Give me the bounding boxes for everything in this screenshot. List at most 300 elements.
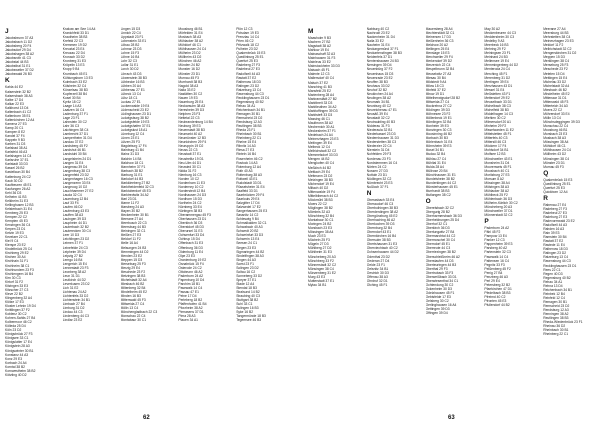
index-entry: Stralsund 14 B2 <box>236 290 260 295</box>
index-entry: Kaltenbach 41 C2 <box>5 109 32 114</box>
index-entry: Pasewalk 14 C4 <box>484 254 509 259</box>
index-entry: Meerbeck 16 B3 <box>484 43 509 48</box>
index-entry: Offenburg 36 D3 <box>178 245 203 250</box>
index-entry: Oberhausen 23 D1 <box>178 217 207 222</box>
index-entry: Mühldorf 46 C1 <box>178 43 201 48</box>
index-entry: Mildstedt 9 A4 <box>425 79 447 84</box>
index-entry: Langelsheim 24 D1 <box>62 156 92 161</box>
index-entry: Neuffen 38 B3 <box>366 79 388 84</box>
index-entry: Mittweida 27 C4 <box>120 302 145 307</box>
index-entry: Ochsenfurt 33 D4 <box>178 233 205 238</box>
index-entry: Oberthal 29 F3 <box>425 266 448 271</box>
index-entry: Lauda 32 C4 <box>62 192 82 197</box>
index-entry: Nienburg 16 C3 <box>178 172 202 177</box>
index-entry: Moosbach 40 C1 <box>484 168 510 173</box>
index-entry: Moosburg 46 B1 <box>178 27 203 31</box>
index-entry: Pritzwalk 18 C2 <box>236 43 260 48</box>
index-entry: Saarbrücken 29 F4 <box>236 192 265 197</box>
index-entry: Ketzin 19 E3 <box>5 231 24 236</box>
index-entry: Oebisfelde 17 E3 <box>425 295 451 299</box>
index-entry: Murrhardt 38 B3 <box>425 188 450 193</box>
index-entry: Laufen 46 D2 <box>62 205 83 210</box>
index-entry: Sigmaringen 44 B2 <box>236 249 265 254</box>
index-entry: Rastede 11 E4 <box>543 243 565 248</box>
index-entry: Mehrstetten 38 C4 <box>543 35 571 40</box>
index-entry: Sindelfingen 38 A3 <box>236 253 264 258</box>
index-entry: Möglingen 38 B2 <box>308 205 333 210</box>
index-entry: Königslutter 17 E4 <box>5 340 32 345</box>
index-entry: Ludwigsburg 38 B2 <box>120 116 149 121</box>
index-entry: Nottuln 23 D1 <box>366 172 387 177</box>
index-entry: Löhne 16 B4 <box>120 55 140 60</box>
index-entry: Mölln 13 C4 <box>543 116 561 121</box>
index-entry: Lambrecht 37 D1 <box>62 132 89 137</box>
index-entry: Neumark 34 B1 <box>366 99 390 104</box>
index-entry: Obersulm 38 B3 <box>366 238 391 243</box>
index-entry: Korbach 24 A4 <box>5 360 27 365</box>
index-entry: Ludwigshafen 37 E1 <box>120 124 151 129</box>
index-entry: Schwabach 40 A3 <box>236 225 263 230</box>
index-entry: Kronach 33 D2 <box>62 55 85 60</box>
index-entry: Rinteln 16 B4 <box>236 152 256 157</box>
index-entry: Marktoberdorf 45 E3 <box>120 188 151 193</box>
index-entry: Paderborn 24 A2 <box>484 226 510 231</box>
index-entry: Müncheberg 20 A3 <box>484 205 513 210</box>
index-entry: Pfullendorf 44 B2 <box>484 303 510 308</box>
index-entry: Minfeld 37 E2 <box>425 87 446 92</box>
index-entry: Lüdenscheid 23 E2 <box>120 107 149 112</box>
index-entry: Kitzingen 33 E3 <box>5 283 29 288</box>
index-entry: Mühlacker 38 A2 <box>178 39 203 44</box>
index-entry: Neunkirchen 29 F4 <box>178 140 207 145</box>
index-entry: Mettmann 23 D2 <box>308 173 333 178</box>
index-entry: Mömlingen 32 B4 <box>425 120 452 125</box>
index-entry: Leverkusen 23 D2 <box>62 281 90 286</box>
index-entry: Mainhausen 31 F3 <box>308 56 336 61</box>
index-entry: Syke 16 B2 <box>236 310 254 315</box>
index-entry: Salzgitter 17 D4 <box>236 201 260 206</box>
index-entry: Neustrelitz 19 D1 <box>178 156 204 161</box>
index-entry: Neuenhaus 15 D3 <box>366 71 394 76</box>
index-entry: Neuenbürg 37 F2 <box>366 67 393 72</box>
index-entry: Kindelbrück 25 C4 <box>5 247 32 252</box>
index-entry: München 46 A2 <box>178 59 202 64</box>
index-entry: Mudau 32 B4 <box>425 152 446 157</box>
index-entry: Jakobsthal 31 E1 <box>5 64 31 69</box>
index-entry: Middelhagen 14 C3 <box>484 111 513 116</box>
index-entry: Oberhof 32 C1 <box>425 222 448 227</box>
index-entry: Mühldorf 46 C1 <box>543 144 566 149</box>
index-entry: Mühlheim 31 E3 <box>308 250 332 255</box>
index-entry: Rendsburg 12 A3 <box>236 120 262 125</box>
index-entry: Marktheidenfeld 32 C3 <box>120 184 154 189</box>
index-entry: Nümbrecht 23 E3 <box>366 180 393 185</box>
index-entry: Odenthal 23 D2 <box>366 254 390 259</box>
index-entry: Königstein 28 A3 <box>5 344 30 349</box>
index-entry: Leipzig 27 B2 <box>62 253 83 258</box>
index-entry: Münchhausen 31 E1 <box>425 172 456 177</box>
index-entry: Michelau 33 D2 <box>543 79 567 84</box>
index-entry: Kitzscher 27 C3 <box>5 287 29 292</box>
index-entry: Meiningen 32 C1 <box>120 229 146 234</box>
index-entry: Metzingen 38 B3 <box>120 273 146 278</box>
index-entry: Pähl 45 F2 <box>484 230 501 235</box>
index-entry: Lörrach 43 D3 <box>120 71 142 76</box>
index-entry: Limburg 31 D2 <box>62 306 85 311</box>
index-entry: Oberkochen 39 D3 <box>366 222 395 227</box>
index-entry: Kupferzell 38 B4 <box>62 91 87 96</box>
index-entry: Möhrendorf 33 E4 <box>543 111 570 116</box>
index-entry: Michelfeld 38 B3 <box>484 107 509 112</box>
index-entry: Kolbermoor 46 C2 <box>5 320 32 325</box>
index-entry: Königsee 33 C1 <box>5 336 29 341</box>
index-entry: Radolfzell 44 A3 <box>236 71 261 76</box>
index-entry: Kiel 9 C4 <box>5 239 19 244</box>
index-page-left <box>5 0 290 429</box>
index-entry: Münster 23 D1 <box>543 160 565 165</box>
index-entry: Luckau 27 E1 <box>120 99 141 104</box>
index-entry: Oberviechtach 40 C2 <box>366 246 398 251</box>
index-entry: Kaisersbach 38 A3 <box>5 93 33 98</box>
index-entry: Mechernich 30 A1 <box>308 125 335 130</box>
index-entry: Oldenburg 11 E4 <box>178 249 204 254</box>
index-entry: Nabburg 40 C2 <box>366 27 390 31</box>
index-entry: Lauchhammer 27 E2 <box>62 188 94 193</box>
index-entry: Mühlenbach 36 D3 <box>484 196 513 201</box>
index-entry: Mörnsheim 39 E3 <box>425 144 452 149</box>
index-entry: Mühlacker 38 A2 <box>484 188 509 193</box>
index-entry: Neukirchen 24 A4 <box>366 91 393 96</box>
index-entry: Tegernsee 46 B3 <box>236 318 262 323</box>
page-number-left: 62 <box>143 415 150 421</box>
index-entry: Malchow 18 C1 <box>120 160 144 165</box>
index-entry: Katlenburg 24 C2 <box>5 174 31 179</box>
index-entry: Pforzheim 38 A2 <box>178 306 203 311</box>
index-entry: Oberweißbach 33 D1 <box>425 274 457 279</box>
index-entry: Offenbach 31 E3 <box>178 241 204 246</box>
index-entry: Klingenberg 32 A4 <box>5 295 32 300</box>
index-entry: Lüdinghausen 23 D1 <box>120 111 152 116</box>
index-entry: Markdorf 44 B3 <box>120 176 144 181</box>
index-entry: Ratingen 23 D2 <box>543 251 567 256</box>
index-entry: Mühlbeck 25 F2 <box>484 192 508 197</box>
index-entry: Ohrdruf 32 D1 <box>366 278 388 283</box>
index-entry: Mülheim-Kärlich 30 C2 <box>484 201 518 206</box>
index-entry: Michendorf 19 E4 <box>308 181 334 186</box>
index-entry: Landstuhl 30 B4 <box>62 152 87 157</box>
index-entry: Naila 33 E2 <box>366 39 384 44</box>
index-entry: Merzenich 22 C4 <box>425 63 451 68</box>
index-entry: Kappeln 9 B3 <box>5 138 25 143</box>
index-entry: Nüdlingen 32 C2 <box>366 176 392 181</box>
index-entry: Oestrich 30 D3 <box>366 270 389 275</box>
index-entry: Lippstadt 23 F1 <box>120 35 144 40</box>
index-entry: Radebeul 27 E3 <box>236 67 260 72</box>
index-entry: Laupheim 44 D1 <box>62 221 87 226</box>
index-entry: Miesau 30 B4 <box>425 75 446 80</box>
index-entry: Mömbris 32 A3 <box>308 210 330 215</box>
index-entry: Parchim 18 B1 <box>178 281 201 286</box>
index-entry: Mittenaar 31 D1 <box>543 95 567 100</box>
index-entry: Leimen 37 F1 <box>62 241 83 246</box>
index-entry: Moosinning 46 B2 <box>425 132 452 137</box>
index-entry: Kremmen 19 D2 <box>62 43 87 48</box>
index-entry: Marienberg 28 A4 <box>308 92 335 97</box>
index-entry: Meppen 15 D3 <box>120 257 143 262</box>
index-entry: Meinerzhagen 23 E3 <box>543 39 574 44</box>
index-entry: Nagold 38 A3 <box>178 83 199 88</box>
index-entry: Nordhausen 24 D3 <box>178 192 207 197</box>
index-entry: Möckmühl 38 B3 <box>308 197 333 202</box>
page-number-right: 63 <box>448 415 455 421</box>
index-entry: Lübz 18 C1 <box>120 95 138 100</box>
index-entry: Pattensen 16 C4 <box>484 258 509 263</box>
index-entry: Kaiserstein 32 B2 <box>5 89 31 94</box>
index-entry: Münsingen 38 C4 <box>308 266 334 271</box>
index-entry: Kreuztal 23 E4 <box>62 47 85 52</box>
index-section-letter: K <box>5 77 10 85</box>
index-entry: Meuselbach 33 D1 <box>484 99 512 104</box>
index-entry: Prenzlau 14 C4 <box>236 35 259 40</box>
index-entry: Mansfeld 25 E2 <box>308 88 331 93</box>
index-entry: Kohren-Sahlis 27 B4 <box>5 316 36 321</box>
index-entry: Külsheim 32 C4 <box>62 83 87 88</box>
index-entry: Rain 39 E3 <box>543 231 560 236</box>
index-entry: Sangerhausen 25 E3 <box>236 209 268 214</box>
index-entry: Nohfelden 29 F3 <box>366 152 392 157</box>
index-entry: Peine 17 D4 <box>178 294 197 299</box>
index-entry: Mellensee 19 E4 <box>484 59 509 64</box>
index-entry: Reichenbach 34 B1 <box>236 107 265 112</box>
index-entry: Langen 31 E4 <box>62 160 84 165</box>
index-entry: Kropp 9 B4 <box>62 67 80 72</box>
index-entry: Meerbusch 22 C3 <box>120 221 147 226</box>
index-entry: Mönchengladbach 22 C3 <box>120 310 158 315</box>
index-entry: Neuhof 32 B2 <box>366 87 387 92</box>
index-entry: Lohr 32 C3 <box>120 59 137 64</box>
index-entry: Prien 46 C2 <box>236 39 254 44</box>
index-entry: Oberwiesenthal 34 C1 <box>425 278 459 283</box>
index-entry: Meinersen 17 D3 <box>425 35 451 40</box>
index-entry: Neumünster 12 B3 <box>178 136 206 141</box>
index-entry: Möhnesee 23 F2 <box>425 111 451 116</box>
index-entry: Recklinghausen 23 D1 <box>543 263 577 268</box>
index-entry: Schmalkalden 32 C1 <box>236 221 267 226</box>
index-entry: Rheda 23 F1 <box>236 128 256 133</box>
index-entry: Möckern 17 F4 <box>484 144 507 149</box>
index-entry: Pirna 28 A3 <box>178 314 196 319</box>
index-entry: Lübeck 13 C4 <box>120 91 141 96</box>
index-entry: Plauen 34 A1 <box>178 318 199 323</box>
index-entry: Jakobshagen 38 A2 <box>5 52 34 57</box>
index-entry: Kleve 22 B2 <box>5 291 23 296</box>
index-entry: Mayen 30 B2 <box>120 209 141 214</box>
index-entry: Karlsbad 38 A1 <box>5 146 28 151</box>
index-entry: Miltach 40 D2 <box>308 185 329 190</box>
index-entry: Potsdam 19 E3 <box>236 31 259 36</box>
index-entry: Lichtenstein 34 B1 <box>62 298 90 303</box>
index-entry: Monschau 22 C4 <box>543 124 569 129</box>
index-entry: Mindelheim 45 E2 <box>543 91 570 96</box>
index-entry: Quakenbrück 15 E3 <box>236 51 266 56</box>
index-entry: Kempen 22 C2 <box>5 214 27 219</box>
index-entry: Lemgo 16 B4 <box>62 257 83 262</box>
index-entry: Murnau 45 F3 <box>543 164 564 169</box>
index-entry: Mannheim 37 F1 <box>120 164 146 169</box>
index-entry: Ravensburg 44 C3 <box>236 91 264 96</box>
index-entry: Lage 23 F1 <box>62 116 80 121</box>
index-section-letter: R <box>543 194 548 202</box>
index-entry: Moritzburg 27 E3 <box>484 172 510 177</box>
index-entry: Rastatt 37 E2 <box>236 75 257 80</box>
index-entry: Miesbach 46 B2 <box>120 281 145 286</box>
index-entry: Kierspe 23 E2 <box>5 243 26 248</box>
index-entry: Meersburg 44 B3 <box>543 31 569 36</box>
index-entry: Remscheid 23 D2 <box>543 304 570 308</box>
index-entry: Papenburg 10 D4 <box>178 277 205 282</box>
index-entry: Nauen 19 E3 <box>178 95 198 100</box>
index-entry: Oederan 27 D4 <box>366 258 390 263</box>
index-entry: Ratzeburg 13 C4 <box>543 255 569 260</box>
index-entry: Ochtrup 15 D4 <box>178 237 200 242</box>
index-entry: Ludwigsfelde 19 E3 <box>120 120 150 125</box>
index-entry: Mühlberg 27 D2 <box>308 246 332 251</box>
index-entry: Marktleuthen 34 A2 <box>308 104 337 109</box>
index-entry: Marktredwitz 34 A2 <box>120 192 149 197</box>
index-entry: Oberndorf 45 E1 <box>425 242 450 247</box>
index-entry: Oberstaufen 44 D3 <box>425 258 454 263</box>
index-entry: Nachrodt 23 E2 <box>366 31 390 36</box>
index-entry: Leinefelde 24 C3 <box>62 245 88 250</box>
index-entry: Löwenstein 38 B3 <box>120 75 147 80</box>
index-column <box>5 27 59 415</box>
index-entry: Tangermünde 18 B3 <box>236 314 266 319</box>
index-entry: Laufenburg 43 E3 <box>62 209 90 214</box>
index-entry: Möllenbeck 19 E1 <box>425 116 452 121</box>
index-entry: Neckarsulm 38 A3 <box>178 103 206 108</box>
index-entry: Ratingen 23 D2 <box>236 83 260 88</box>
index-entry: Karlstadt 33 D3 <box>5 162 28 167</box>
index-entry: Panker 12 C3 <box>484 238 505 243</box>
index-entry: Siegen 23 E3 <box>236 245 256 250</box>
index-entry: Kelsterbach 31 E4 <box>5 206 32 211</box>
index-entry: Massing 46 C1 <box>308 116 330 121</box>
index-entry: Müllrose 20 B4 <box>425 168 448 173</box>
index-entry: Oberursel 31 E3 <box>178 229 203 234</box>
index-entry: May 30 A2 <box>484 27 500 31</box>
index-entry: Messel 31 E4 <box>484 87 505 92</box>
index-entry: Saarlouis 29 E4 <box>236 196 260 201</box>
index-entry: Rottenburg 38 A3 <box>236 172 262 177</box>
index-entry: Mainburg 41 B4 <box>120 148 144 153</box>
index-entry: Lorch 30 D2 <box>120 67 139 72</box>
index-entry: Milow 18 C3 <box>425 83 444 88</box>
index-entry: Limbach 27 B4 <box>62 302 85 307</box>
index-entry: Norderney 10 C2 <box>178 184 204 189</box>
index-entry: Ochsenhausen 44 D2 <box>366 250 399 255</box>
index-entry: Mittenwald 45 F3 <box>120 298 146 303</box>
index-entry: Mühltal 31 E4 <box>425 160 446 165</box>
index-entry: Monschau 22 C4 <box>120 314 146 319</box>
index-entry: Sonneberg 33 D2 <box>236 273 263 278</box>
index-entry: Mosbach 38 A3 <box>543 136 566 141</box>
index-entry: Reutlingen 38 B3 <box>543 316 569 321</box>
index-entry: Kirchhundem 23 F3 <box>5 267 34 272</box>
index-entry: Meddersheim 30 C3 <box>484 35 515 40</box>
index-entry: Mengkofen 40 C4 <box>308 161 335 166</box>
index-entry: Niederzier 22 C4 <box>366 144 392 149</box>
index-entry: Rheinberg 22 C1 <box>543 332 569 337</box>
index-entry: Metzingen 38 B3 <box>308 177 333 182</box>
index-entry: Rastatt 37 E2 <box>543 239 564 244</box>
index-entry: Remscheid 23 D2 <box>236 116 263 121</box>
index-entry: Meßstetten 43 F1 <box>484 91 511 96</box>
index-entry: Kronberg 31 E3 <box>62 59 86 64</box>
index-entry: Rotenburg 12 A4 <box>236 164 261 169</box>
index-entry: Oberasbach 33 E4 <box>366 197 395 202</box>
index-entry: Oberlungwitz 27 B4 <box>425 230 455 235</box>
index-entry: Kempten 45 E3 <box>5 219 28 224</box>
index-entry: Offingen 39 D4 <box>425 311 448 316</box>
index-entry: Mespelbrunn 32 B4 <box>425 67 455 72</box>
index-entry: Oberaudorf 46 C3 <box>366 201 394 206</box>
index-entry: Lohne 15 F3 <box>120 51 140 56</box>
index-entry: Meschede 23 F2 <box>120 269 146 274</box>
index-entry: Oberreute 44 C3 <box>425 246 451 251</box>
index-entry: Ludwigslust 18 A1 <box>120 128 148 133</box>
index-entry: Mettendorf 29 E2 <box>484 95 510 100</box>
index-entry: Meerane 27 A4 <box>543 27 566 31</box>
index-entry: Kötzting 40 D2 <box>5 372 27 377</box>
index-entry: Marne 11 F2 <box>120 201 140 206</box>
index-entry: Nierstein 31 D4 <box>366 148 390 153</box>
index-entry: Radeburg 27 E3 <box>543 214 568 219</box>
index-entry: Maasholm 9 B3 <box>308 36 331 40</box>
index-entry: Leipheim 39 D4 <box>62 249 86 254</box>
index-entry: Naumburg 25 E4 <box>178 99 204 104</box>
index-entry: Oberstdorf 45 D3 <box>178 225 204 230</box>
index-entry: Merzig 29 E4 <box>120 265 141 270</box>
index-entry: Neidenfels 37 D1 <box>366 55 393 60</box>
index-entry: Mörlenbach 31 E4 <box>425 140 453 145</box>
index-entry: Oberharmersbach 36 D3 <box>425 214 462 219</box>
index-entry: Lauffen 38 A3 <box>62 213 84 218</box>
index-entry: Kornwestheim 38 B2 <box>5 368 36 373</box>
index-entry: Petersberg 32 B2 <box>484 282 511 287</box>
index-entry: Munderkingen 44 C2 <box>425 180 457 185</box>
index-entry: Kirchheim 38 C1 <box>5 263 30 268</box>
index-entry: Lüneburg 12 C4 <box>120 132 145 137</box>
index-entry: Malente 12 C3 <box>308 72 330 77</box>
index-entry: Mainz 31 D3 <box>120 152 140 157</box>
index-entry: Mitterfels 40 C3 <box>484 136 508 141</box>
index-column <box>426 27 481 415</box>
index-entry: Neckartenzlingen 38 B3 <box>366 51 402 56</box>
index-entry: Karlsruhe 37 E1 <box>5 158 29 163</box>
index-entry: Merklingen 38 C4 <box>543 59 570 64</box>
index-entry: Langenzenn 33 E4 <box>62 180 91 185</box>
index-entry: Neustadt 32 C2 <box>366 116 390 121</box>
index-entry: Neuburg 39 E3 <box>178 124 201 129</box>
index-entry: Marktbreit 33 D3 <box>308 100 333 105</box>
index-entry: Regensburg 40 B2 <box>543 275 571 280</box>
index-entry: Parsberg 40 A2 <box>484 246 508 251</box>
index-column <box>63 27 117 415</box>
index-entry: Nürtingen 38 B3 <box>178 209 203 214</box>
index-entry: Kirchen 30 A4 <box>5 255 26 260</box>
index-column <box>543 27 598 415</box>
index-entry: Northeim 24 C2 <box>178 201 202 206</box>
